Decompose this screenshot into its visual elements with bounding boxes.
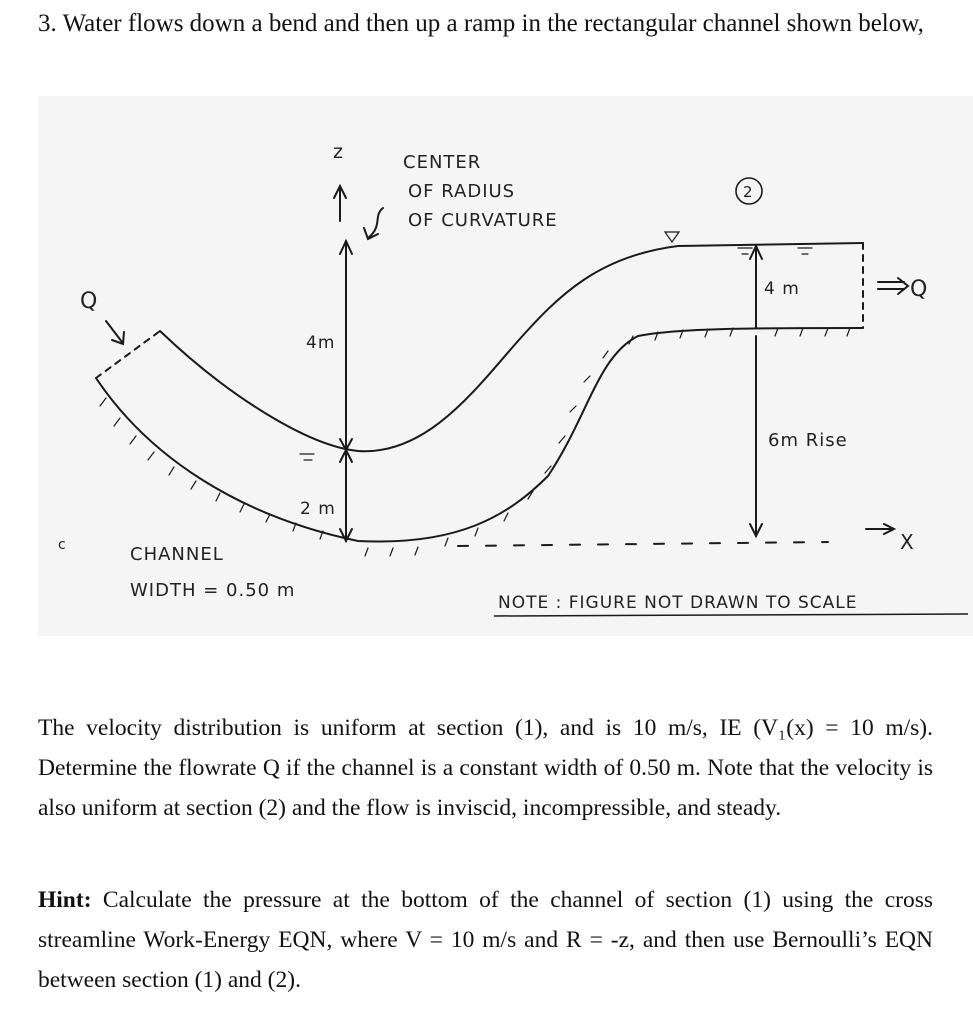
z-axis-label: z xyxy=(333,141,344,163)
hint-text: Calculate the pressure at the bottom of the channel of section (1) using the cross streamline Work-Energy EQN, where V = 10 m/s and R = -z, and then use Bernoulli’s EQN between section (1) and (2). xyxy=(38,887,933,993)
center-label-line-3: OF CURVATURE xyxy=(408,210,558,231)
problem-text: Water flows down a bend and then up a ramp in the rectangular channel shown below, xyxy=(62,10,924,37)
water-surface-line xyxy=(160,243,863,451)
width-label-line-2: WIDTH = 0.50 m xyxy=(130,580,296,601)
hint-paragraph xyxy=(38,880,933,1000)
width-label-line-1: CHANNEL xyxy=(130,544,224,565)
center-pointer xyxy=(368,208,383,238)
x-axis-label: X xyxy=(900,530,915,554)
radius-label: 4m xyxy=(306,333,336,353)
problem-description: The velocity distribution is uniform at section (1), and is 10 m/s, IE (V₁(x) = 10 m/s). Determine the flowrate Q if the channel is a constant width of 0.50 m. Note that the velocity is also uniform at section (2) and the flow is inviscid, incompressible, and steady. xyxy=(38,715,933,821)
scale-note: NOTE : FIGURE NOT DRAWN TO SCALE xyxy=(498,593,858,613)
datum-line xyxy=(458,542,828,546)
outflow-arrow xyxy=(878,282,904,289)
channel-bed-line xyxy=(96,328,863,542)
inflow-arrow xyxy=(106,321,122,342)
inflow-label: Q xyxy=(80,289,99,314)
channel-figure xyxy=(38,96,973,636)
outflow-label: Q xyxy=(910,277,929,302)
problem-number: 3. xyxy=(38,10,57,37)
center-label-line-2: OF RADIUS xyxy=(408,181,516,202)
outlet-depth-label: 4 m xyxy=(764,279,800,299)
stray-mark: c xyxy=(58,537,67,553)
surface-marks xyxy=(300,232,812,460)
inlet-boundary xyxy=(96,331,160,378)
center-label-line-1: CENTER xyxy=(403,152,482,173)
scale-note-underline xyxy=(494,614,968,616)
section-2-label: 2 xyxy=(743,183,754,201)
problem-statement xyxy=(38,4,938,44)
hint-label: Hint: xyxy=(38,887,92,913)
channel-sketch xyxy=(38,96,973,636)
bed-hatching xyxy=(100,328,850,556)
inlet-depth-label: 2 m xyxy=(300,499,336,519)
rise-label: 6m Rise xyxy=(768,430,848,451)
